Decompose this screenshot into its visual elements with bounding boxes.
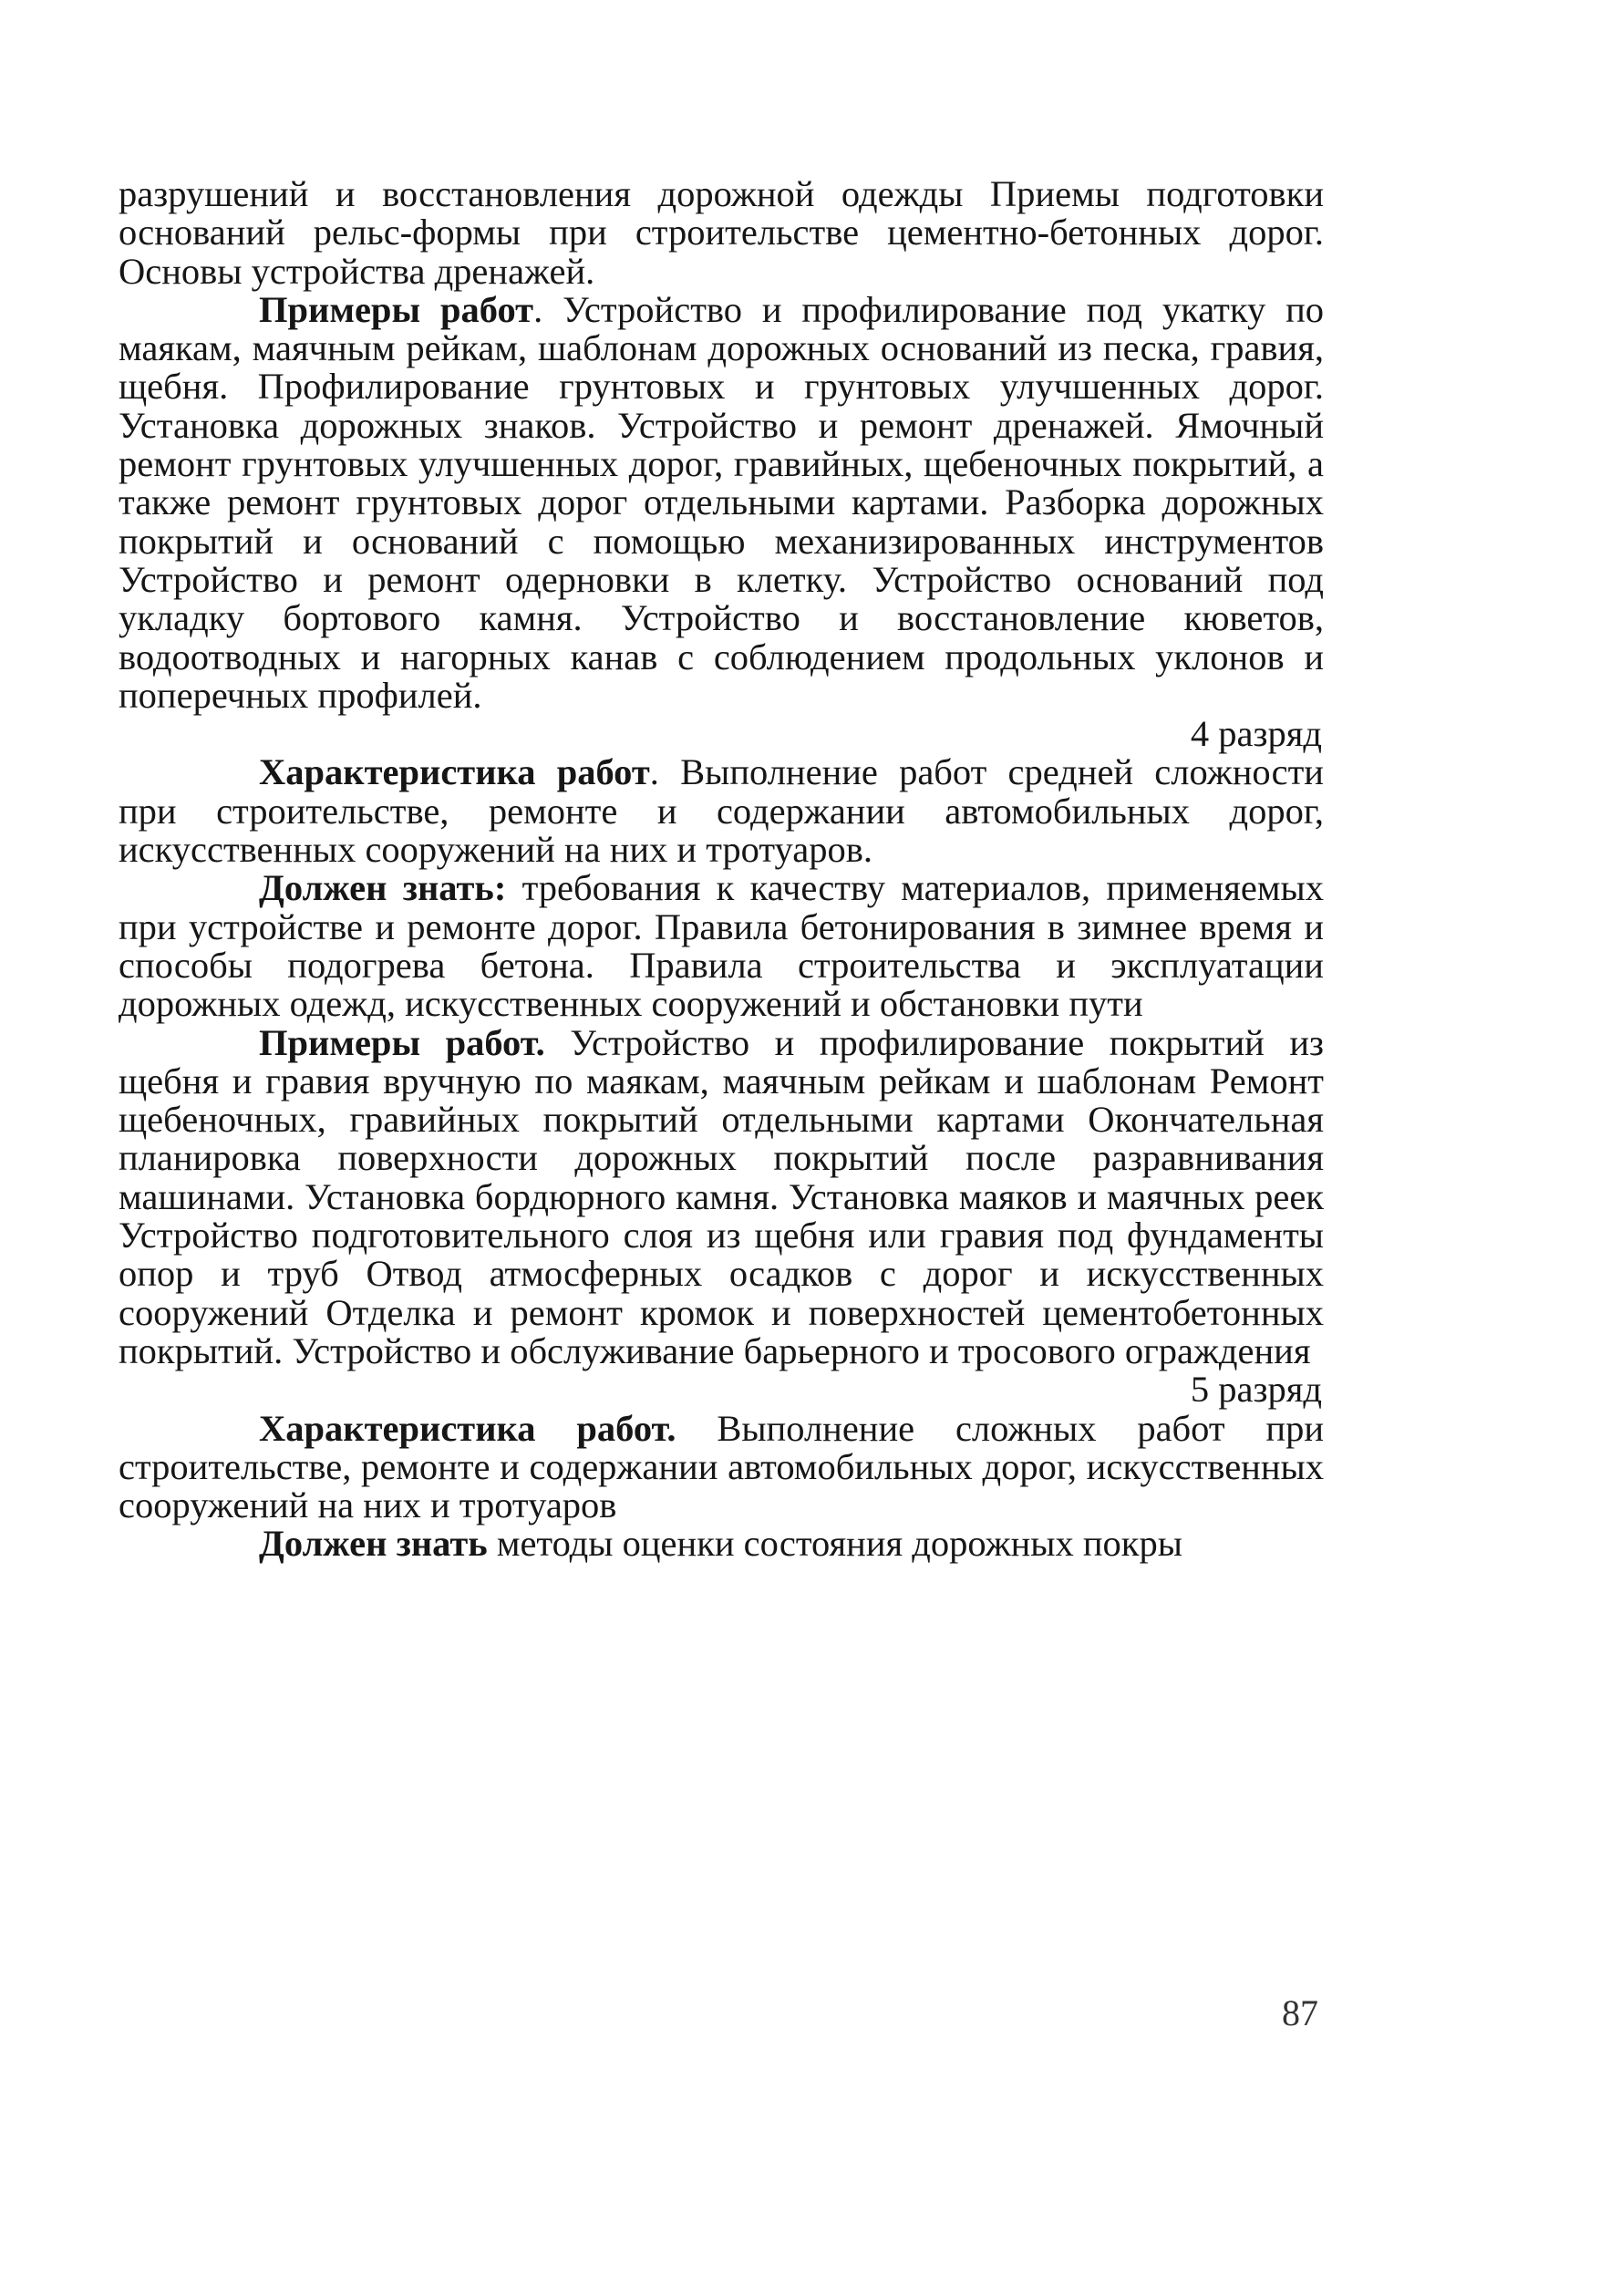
section-heading: Должен знать:: [259, 867, 507, 909]
paragraph-text: методы оценки состояния дорожных покры: [487, 1523, 1182, 1565]
characteristics-grade5-paragraph: [119, 1407, 1324, 1526]
section-heading: Примеры работ.: [259, 1021, 545, 1063]
examples-grade4-paragraph: [119, 1021, 1324, 1371]
must-know-grade4-paragraph: [119, 869, 1324, 1023]
paragraph-text: . Устройство и профилирование под укатку по маякам, маячным рейкам, шаблонам дорожных оснований из песка, гравия, щебня. Профилирование грунтовых и грунтовых улучшенных дорог. Установка дорожных знаков. Устройство и ремонт дренажей. Ямочный ремонт грунтовых улучшенных дорог, гравийных, щебеночных покрытий, а также ремонт грунтовых дорог отдельными картами. Разборка дорожных покрытий и оснований с помощью механизированных инструментов Устройство и ремонт одерновки в клетку. Устройство оснований под укладку бортового камня. Устройство и восстановление кюветов, водоотводных и нагорных канав с соблюдением продольных уклонов и поперечных профилей.: [119, 288, 1325, 716]
continuation-paragraph: [119, 175, 1324, 291]
section-heading: Характеристика работ.: [259, 1407, 676, 1449]
paragraph-text: разрушений и восстановления дорожной одежды Приемы подготовки оснований рельс-формы при строительстве цементно-бетонных дорог. Основы устройства дренажей.: [119, 173, 1324, 292]
paragraph-text: Выполнение сложных работ при строительстве, ремонте и содержании автомобильных дорог, искусственных сооружений на них и тротуаров: [119, 1407, 1324, 1526]
characteristics-grade4-paragraph: [119, 753, 1324, 869]
paragraph-text: Устройство и профилирование покрытий из щебня и гравия вручную по маякам, маячным рейкам и шаблонам Ремонт щебеночных, гравийных покрытий отдельными картами Окончательная планировка поверхности дорожных покрытий после разравнивания машинами. Установка бордюрного камня. Установка маяков и маячных реек Устройство подготовительного слоя из щебня или гравия под фундаменты опор и труб Отвод атмосферных осадков с дорог и искусственных сооружений Отделка и ремонт кромок и поверхностей цементобетонных покрытий. Устройство и обслуживание барьерного и тросового ограждения: [119, 1021, 1324, 1371]
page-number: 87: [1282, 1992, 1318, 2033]
paragraph-text: требования к качеству материалов, применяемых при устройстве и ремонте дорог. Правила бетонирования в зимнее время и способы подогрева бетона. Правила строительства и эксплуатации дорожных одежд, искусственных сооружений и обстановки пути: [119, 867, 1324, 1025]
must-know-grade5-paragraph: [119, 1525, 1324, 1563]
examples-grade3-paragraph: [119, 288, 1325, 716]
document-body: [119, 175, 1324, 1564]
grade-5-heading: 5 разряд: [1190, 1369, 1322, 1411]
section-heading: Должен знать: [259, 1523, 488, 1565]
paragraph-text: . Выполнение работ средней сложности при строительстве, ремонте и содержании автомобильных дорог, искусственных сооружений на них и тротуаров.: [119, 751, 1324, 871]
section-heading: Примеры работ: [259, 288, 534, 330]
grade-4-heading: 4 разряд: [1190, 713, 1322, 755]
section-heading: Характеристика работ: [259, 751, 650, 793]
